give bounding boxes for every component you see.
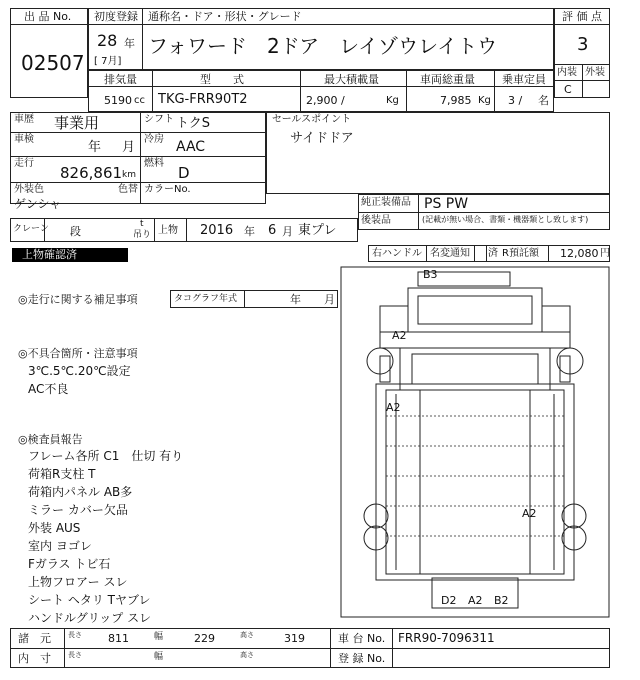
defect-line: 3℃.5℃.20℃設定: [28, 364, 131, 378]
inspector-line: ミラー カバー欠品: [28, 503, 128, 517]
ac-value: AAC: [176, 139, 206, 155]
mileage-label: 走行: [14, 158, 34, 169]
width-label: 幅: [154, 632, 164, 642]
upper-year: 2016: [200, 223, 234, 238]
inspector-line: Fガラス トビ石: [28, 557, 111, 571]
displacement-unit: cc: [134, 95, 145, 106]
inspection-year: 年: [88, 140, 102, 155]
displacement-value: 5190: [104, 94, 132, 107]
reg-year-unit: 年: [124, 37, 135, 50]
inspector-line: シート ヘタリ Tヤブレ: [28, 593, 151, 607]
upper-month: 6: [268, 223, 277, 238]
model-label: 型 式: [200, 73, 244, 86]
upper-year-unit: 年: [244, 225, 255, 238]
max-load-label: 最大積載量: [324, 73, 379, 86]
exterior-color-label: 外装色: [14, 184, 44, 195]
capacity-label: 乗車定員: [502, 73, 546, 86]
shift-value: トクS: [176, 116, 210, 131]
gvw-label: 車両総重量: [420, 73, 475, 86]
truck-diagram: [340, 266, 610, 626]
interior-dims-label: 内 寸: [18, 652, 51, 665]
car-name: フォワード 2ドア レイゾウレイトウ: [148, 34, 498, 58]
color-no-label: カラーNo.: [144, 184, 191, 195]
inspection-month: 月: [122, 140, 136, 155]
lot-label: 出 品 No.: [24, 10, 72, 23]
diagram-b2: B2: [494, 594, 509, 607]
width-label-2: 幅: [154, 652, 164, 662]
chassis-value: FRR90-7096311: [398, 631, 495, 645]
diagram-a2-left: A2: [386, 401, 401, 414]
reg-year: 28: [97, 31, 118, 50]
crane-hoist: 吊り: [133, 230, 152, 240]
name-change-label: 名変通知: [430, 248, 470, 259]
tachograph-label: タコグラフ年式: [174, 294, 238, 304]
displacement-label: 排気量: [104, 73, 137, 86]
tachograph-month: 月: [324, 293, 335, 306]
max-load-unit: Kg: [386, 95, 399, 106]
mileage-value: 826,861: [60, 164, 123, 182]
lot-number: 02507: [21, 51, 85, 75]
diagram-a2-bottom: A2: [468, 594, 483, 607]
crane-t-label: t: [140, 219, 144, 229]
inspector-line: 荷箱R支柱 T: [28, 467, 96, 481]
capacity-value: 3 /: [508, 94, 523, 107]
score-label: 評 価 点: [562, 10, 602, 23]
sales-point-value: サイドドア: [290, 131, 354, 146]
inspector-line: 上物フロアー スレ: [28, 575, 128, 589]
history-label: 車歴: [14, 114, 34, 125]
first-reg-label: 初度登録: [94, 10, 138, 23]
exterior-grade-label: 外装: [585, 67, 605, 78]
retrofit-note: (記載が無い場合、書類・機器類とし致します): [422, 215, 589, 224]
retrofit-label: 後装品: [361, 215, 391, 226]
gvw-value: 7,985: [440, 94, 472, 107]
driving-notes-title: ◎走行に関する補足事項: [18, 293, 138, 306]
ac-label: 冷房: [144, 134, 164, 145]
length-value: 811: [108, 632, 129, 645]
diagram-d2: D2: [441, 594, 457, 607]
dims-label: 諸 元: [18, 632, 51, 645]
history-value: 事業用: [54, 114, 100, 132]
equipment-label: 純正装備品: [361, 197, 411, 208]
recycle-unit: 円: [600, 248, 610, 259]
mileage-unit: km: [122, 170, 136, 180]
registration-label: 登 録 No.: [338, 652, 386, 665]
length-label: 長さ: [68, 631, 82, 639]
height-value: 319: [284, 632, 305, 645]
color-change-label: 色替: [118, 184, 138, 195]
inspector-title: ◎検査員報告: [18, 433, 83, 446]
capacity-unit: 名: [538, 94, 549, 107]
upper-maker: 東プレ: [298, 223, 337, 238]
inspector-line: 外装 AUS: [28, 521, 81, 535]
crane-label: クレーン: [13, 224, 49, 234]
fuel-label: 燃料: [144, 158, 164, 169]
shift-label: シフト: [144, 114, 174, 125]
model-value: TKG-FRR90T2: [158, 92, 248, 107]
defect-title: ◎不具合箇所・注意事項: [18, 347, 138, 360]
upper-label: 上物: [158, 225, 178, 236]
score-value: 3: [577, 34, 589, 55]
diagram-b3: B3: [423, 268, 438, 281]
fuel-value: D: [178, 164, 190, 182]
length-label-2: 長さ: [68, 651, 82, 659]
handle-value: 右ハンドル: [372, 248, 422, 259]
inspector-line: 荷箱内パネル AB多: [28, 485, 133, 499]
upper-month-unit: 月: [282, 225, 293, 238]
inspector-line: ハンドルグリップ スレ: [28, 611, 152, 625]
gvw-unit: Kg: [478, 95, 491, 106]
sho-label: 済: [488, 248, 498, 259]
crane-stage: 段: [70, 225, 81, 238]
tachograph-year: 年: [290, 293, 301, 306]
name-label: 通称名・ドア・形状・グレード: [148, 10, 302, 23]
interior-grade: C: [564, 83, 572, 96]
sales-point-label: セールスポイント: [272, 114, 352, 125]
max-load-value: 2,900 /: [306, 94, 345, 107]
diagram-a2-right: A2: [522, 507, 537, 520]
chassis-label: 車 台 No.: [338, 632, 386, 645]
details-left-box: [10, 112, 266, 204]
inspector-line: フレーム各所 C1 仕切 有り: [28, 449, 184, 463]
defect-line: AC不良: [28, 382, 69, 396]
recycle-amount: 12,080: [560, 247, 599, 260]
height-label: 高さ: [240, 631, 254, 639]
reg-month: [ 7月]: [94, 56, 122, 67]
exterior-color-value: ゲンシャ: [14, 197, 62, 211]
width-value: 229: [194, 632, 215, 645]
height-label-2: 高さ: [240, 651, 254, 659]
equipment-value: PS PW: [424, 196, 469, 212]
interior-grade-label: 内装: [557, 67, 577, 78]
recycle-label: R預託額: [502, 248, 539, 259]
diagram-frame: [341, 267, 609, 617]
inspector-line: 室内 ヨゴレ: [28, 539, 92, 553]
diagram-a2-top: A2: [392, 329, 407, 342]
confirm-badge: 上物確認済: [12, 248, 128, 262]
inspection-label: 車検: [14, 134, 34, 145]
